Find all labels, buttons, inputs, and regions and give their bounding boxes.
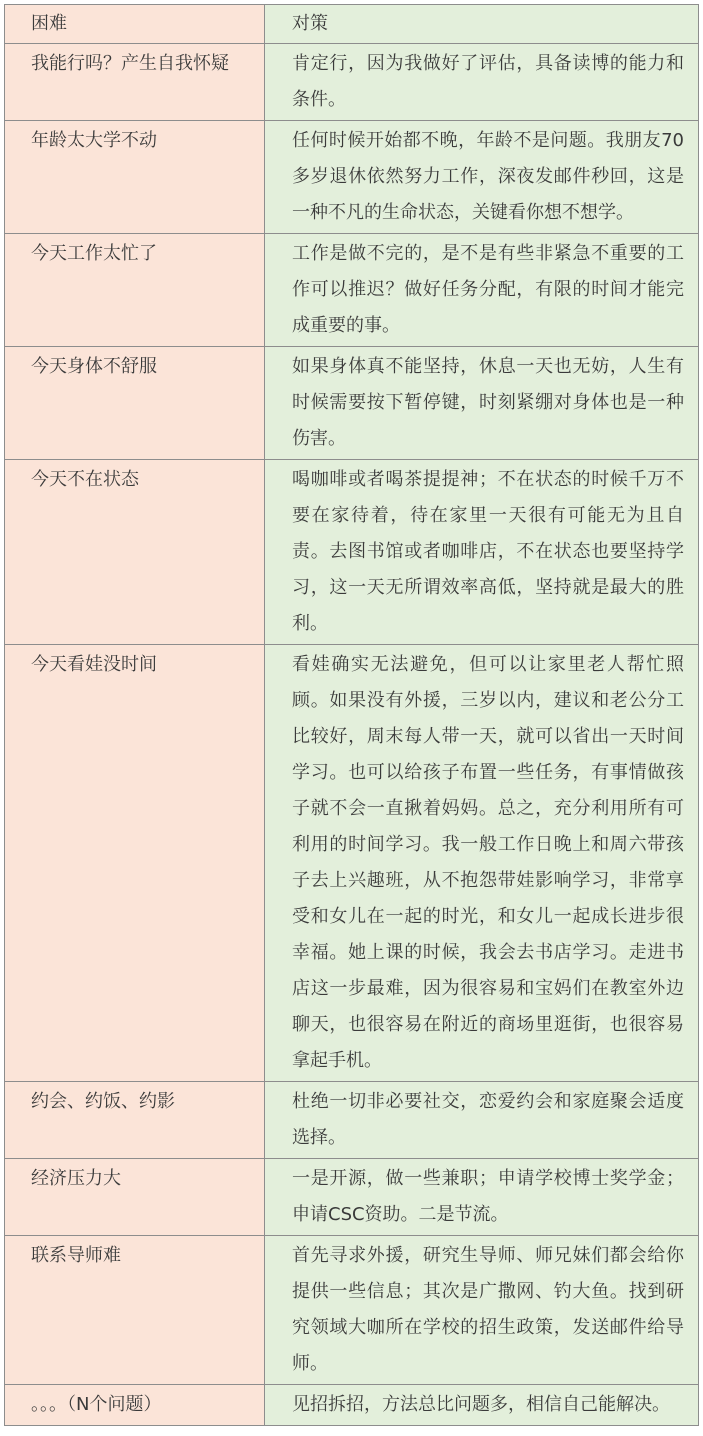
table-header-row [5, 5, 699, 44]
table-row [5, 1159, 699, 1236]
difficulty-cell: 今天看娃没时间 [5, 645, 265, 1082]
strategy-cell: 看娃确实无法避免，但可以让家里老人帮忙照顾。如果没有外援，三岁以内，建议和老公分工比较好，周末每人带一天，就可以省出一天时间学习。也可以给孩子布置一些任务，有事情做孩子就不会一直揪着妈妈。总之，充分利用所有可利用的时间学习。我一般工作日晚上和周六带孩子去上兴趣班，从不抱怨带娃影响学习，非常享受和女儿在一起的时光，和女儿一起成长进步很幸福。她上课的时候，我会去书店学习。走进书店这一步最难，因为很容易和宝妈们在教室外边聊天，也很容易在附近的商场里逛街，也很容易拿起手机。 [265, 645, 699, 1082]
table-row [5, 1236, 699, 1385]
strategy-cell: 工作是做不完的，是不是有些非紧急不重要的工作可以推迟？做好任务分配，有限的时间才能完成重要的事。 [265, 234, 699, 347]
table-row [5, 1385, 699, 1426]
strategy-cell: 肯定行，因为我做好了评估，具备读博的能力和条件。 [265, 44, 699, 121]
difficulty-strategy-table [4, 4, 699, 1426]
table-row [5, 234, 699, 347]
difficulty-cell: 。。。（N个问题） [5, 1385, 265, 1426]
difficulty-cell: 我能行吗？产生自我怀疑 [5, 44, 265, 121]
header-difficulty: 困难 [5, 5, 265, 44]
difficulty-cell: 联系导师难 [5, 1236, 265, 1385]
strategy-cell: 杜绝一切非必要社交，恋爱约会和家庭聚会适度选择。 [265, 1082, 699, 1159]
difficulty-cell: 今天不在状态 [5, 460, 265, 645]
table-row [5, 1082, 699, 1159]
strategy-cell: 如果身体真不能坚持，休息一天也无妨，人生有时候需要按下暂停键，时刻紧绷对身体也是一种伤害。 [265, 347, 699, 460]
difficulty-cell: 约会、约饭、约影 [5, 1082, 265, 1159]
table-row [5, 121, 699, 234]
difficulty-cell: 今天身体不舒服 [5, 347, 265, 460]
table-row [5, 44, 699, 121]
table-row [5, 347, 699, 460]
table-row [5, 645, 699, 1082]
difficulty-cell: 今天工作太忙了 [5, 234, 265, 347]
strategy-cell: 喝咖啡或者喝茶提提神；不在状态的时候千万不要在家待着，待在家里一天很有可能无为且自责。去图书馆或者咖啡店，不在状态也要坚持学习，这一天无所谓效率高低，坚持就是最大的胜利。 [265, 460, 699, 645]
strategy-cell: 见招拆招，方法总比问题多，相信自己能解决。 [265, 1385, 699, 1426]
table-row [5, 460, 699, 645]
difficulty-cell: 经济压力大 [5, 1159, 265, 1236]
header-strategy: 对策 [265, 5, 699, 44]
strategy-cell: 任何时候开始都不晚，年龄不是问题。我朋友70多岁退休依然努力工作，深夜发邮件秒回，这是一种不凡的生命状态，关键看你想不想学。 [265, 121, 699, 234]
difficulty-cell: 年龄太大学不动 [5, 121, 265, 234]
strategy-cell: 首先寻求外援，研究生导师、师兄妹们都会给你提供一些信息；其次是广撒网、钓大鱼。找到研究领域大咖所在学校的招生政策，发送邮件给导师。 [265, 1236, 699, 1385]
table-body [5, 5, 699, 1426]
strategy-cell: 一是开源，做一些兼职；申请学校博士奖学金；申请CSC资助。二是节流。 [265, 1159, 699, 1236]
